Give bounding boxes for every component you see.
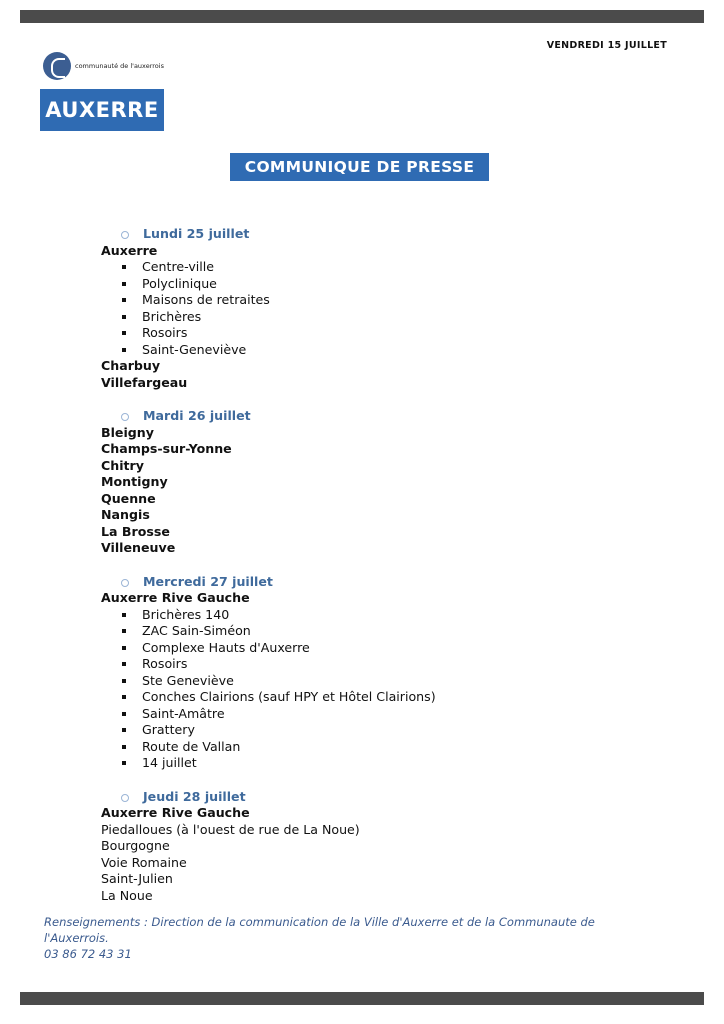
location-name: Auxerre	[101, 242, 158, 258]
list-item	[101, 739, 661, 756]
list-item-label: Polyclinique	[142, 275, 217, 291]
square-bullet-icon	[122, 728, 126, 732]
list-item	[101, 325, 661, 342]
list-item-label: Rosoirs	[142, 325, 188, 340]
location-name: Piedalloues (à l'ouest de rue de La Noue)	[101, 821, 360, 837]
list-item-label: Saint-Amâtre	[142, 705, 225, 721]
list-item	[101, 656, 661, 673]
list-item	[101, 292, 661, 309]
location-name: Villefargeau	[101, 374, 188, 390]
list-item-label: Ste Geneviève	[142, 672, 234, 688]
day-label: Jeudi 28 juillet	[143, 788, 246, 804]
list-item-label: Centre-ville	[142, 259, 215, 274]
footer-info: Renseignements : Direction de la communication de la Ville d'Auxerre et de la Communaute de l'Auxerrois.	[44, 915, 595, 945]
square-bullet-icon	[122, 761, 126, 765]
day-heading	[101, 408, 661, 425]
day-label: Lundi 25 juillet	[143, 226, 250, 241]
list-item	[101, 722, 661, 739]
location-name: Auxerre Rive Gauche	[101, 805, 250, 820]
list-item-label: Complexe Hauts d'Auxerre	[142, 639, 310, 655]
list-item-label: Brichères	[142, 308, 202, 324]
logo-icon	[43, 52, 71, 80]
square-bullet-icon	[122, 315, 126, 319]
day-section	[101, 789, 661, 905]
header-date: VENDREDI 15 JUILLET	[546, 40, 667, 51]
circle-bullet-icon	[121, 413, 129, 421]
square-bullet-icon	[122, 282, 126, 286]
square-bullet-icon	[122, 695, 126, 699]
location-name: La Brosse	[101, 523, 170, 539]
location-name: Bourgogne	[101, 838, 170, 853]
square-bullet-icon	[122, 662, 126, 666]
schedule-list	[101, 226, 661, 921]
footer-phone: 03 86 72 43 31	[44, 947, 132, 961]
square-bullet-icon	[122, 712, 126, 716]
list-item	[101, 640, 661, 657]
list-item	[101, 342, 661, 359]
day-section	[101, 408, 661, 557]
square-bullet-icon	[122, 298, 126, 302]
list-item-label: Conches Clairions (sauf HPY et Hôtel Clairions)	[142, 689, 436, 704]
circle-bullet-icon	[121, 231, 129, 239]
list-item-label: Grattery	[142, 722, 195, 737]
list-item	[101, 706, 661, 723]
list-item-label: Maisons de retraites	[142, 292, 270, 307]
location-name: Montigny	[101, 474, 168, 489]
location-name: Champs-sur-Yonne	[101, 441, 232, 456]
location-name: Saint-Julien	[101, 871, 173, 886]
list-item-label: Saint-Geneviève	[142, 341, 247, 357]
list-item	[101, 689, 661, 706]
square-bullet-icon	[122, 613, 126, 617]
day-label: Mercredi 27 juillet	[143, 573, 273, 589]
list-item	[101, 755, 661, 772]
square-bullet-icon	[122, 265, 126, 269]
list-item	[101, 309, 661, 326]
list-item-label: ZAC Sain-Siméon	[142, 623, 251, 638]
square-bullet-icon	[122, 331, 126, 335]
page-title: COMMUNIQUE DE PRESSE	[230, 153, 489, 181]
list-item-label: Rosoirs	[142, 656, 188, 671]
list-item	[101, 607, 661, 624]
day-heading	[101, 226, 661, 243]
city-banner: AUXERRE	[40, 89, 164, 131]
list-item-label: 14 juillet	[142, 755, 197, 770]
square-bullet-icon	[122, 348, 126, 352]
list-item-label: Route de Vallan	[142, 738, 241, 754]
square-bullet-icon	[122, 745, 126, 749]
square-bullet-icon	[122, 646, 126, 650]
list-item	[101, 259, 661, 276]
location-name: Nangis	[101, 507, 150, 522]
location-name: Charbuy	[101, 358, 161, 373]
list-item	[101, 673, 661, 690]
top-band	[20, 10, 704, 23]
list-item	[101, 276, 661, 293]
org-name: communauté de l'auxerrois	[75, 62, 164, 70]
square-bullet-icon	[122, 679, 126, 683]
day-label: Mardi 26 juillet	[143, 408, 251, 423]
location-name: Villeneuve	[101, 540, 176, 555]
location-name: Quenne	[101, 490, 156, 506]
day-heading	[101, 574, 661, 591]
list-item-label: Brichères 140	[142, 606, 230, 622]
list-item	[101, 623, 661, 640]
location-name: Bleigny	[101, 424, 154, 440]
location-name: Voie Romaine	[101, 854, 187, 870]
org-logo	[43, 52, 164, 80]
day-heading	[101, 789, 661, 806]
location-name: Chitry	[101, 457, 144, 473]
location-name: Auxerre Rive Gauche	[101, 590, 250, 605]
square-bullet-icon	[122, 629, 126, 633]
day-section	[101, 574, 661, 772]
circle-bullet-icon	[121, 794, 129, 802]
circle-bullet-icon	[121, 579, 129, 587]
footer	[44, 914, 644, 962]
day-section	[101, 226, 661, 391]
location-name: La Noue	[101, 887, 153, 903]
bottom-band	[20, 992, 704, 1005]
